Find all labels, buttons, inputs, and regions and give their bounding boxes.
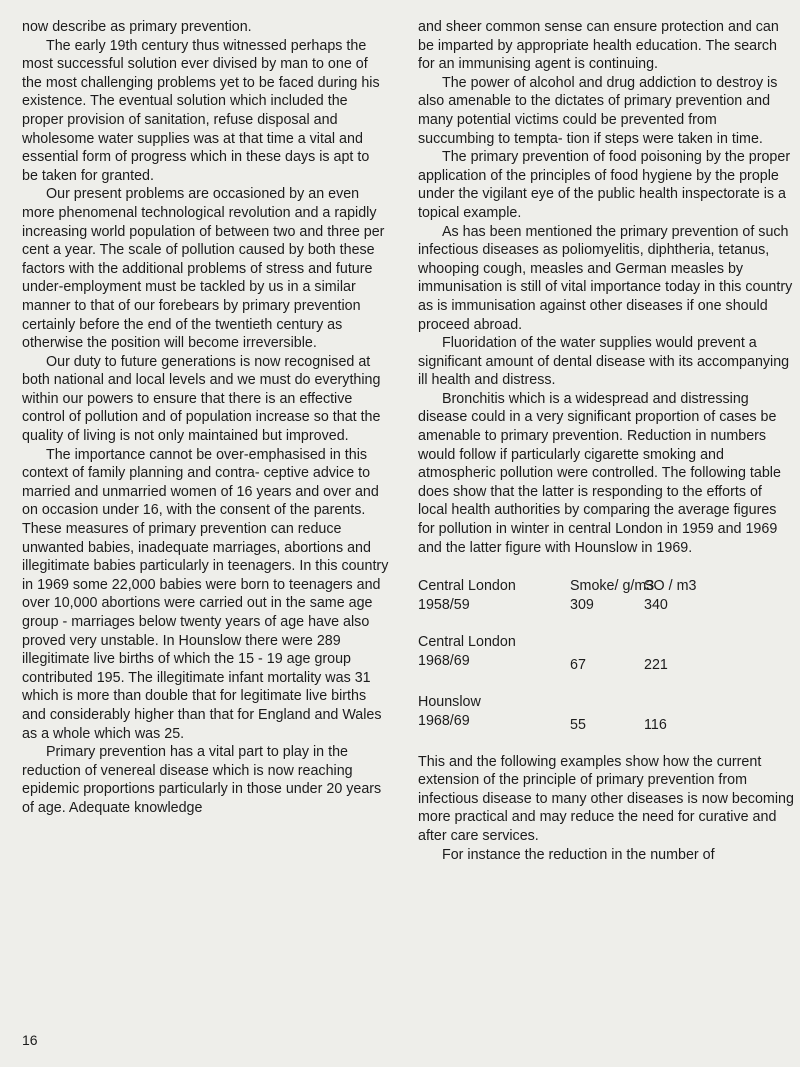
table-smoke-value: 55: [570, 716, 586, 733]
right-column: [418, 18, 795, 864]
table-period: 1968/69: [418, 653, 470, 669]
paragraph: Our present problems are occasioned by an even more phenomenal technological revolution and a rapidly increasing world population of between two and three per cent a year. The scale of pollution caused by both these factors with the additional problems of stress and future under-employment must be tackled by us in a similar manner to that of our forebears by primary prevention certainly before the end of the twentieth century as otherwise the position will become irreversible.: [22, 186, 385, 352]
table-place: Central London: [418, 634, 516, 651]
table-smoke-value: 309: [570, 596, 594, 613]
page-number: 16: [22, 1032, 38, 1048]
paragraph: and sheer common sense can ensure protection and can be imparted by appropriate health education. The search for an immunising agent is continuing.: [418, 19, 779, 73]
paragraph: Our duty to future generations is now recognised at both national and local levels and we must do everything within our powers to ensure that there is an effective control of pollution and of population increase so that the quality of living is not only maintained but improved.: [22, 353, 381, 445]
paragraph: Primary prevention has a vital part to play in the reduction of venereal disease which is now reaching epidemic proportions particularly in those under 20 years of age. Adequate knowledge: [22, 744, 382, 816]
paragraph: As has been mentioned the primary prevention of such infectious diseases as poliomyelitis, diphtheria, tetanus, whooping cough, measles and German measles by immunisation is still of vital importance today in this country as is immunisation against other diseases if one should proceed abroad.: [418, 223, 793, 333]
paragraph: This and the following examples show how the current extension of the principle of primary prevention from infectious disease to many other diseases is now becoming more practical and may reduce the need for curative and after care services.: [418, 753, 794, 844]
table-row: [418, 633, 795, 652]
table-row: [418, 693, 795, 712]
table-smoke-value: 67: [570, 657, 586, 673]
paragraph: The importance cannot be over-emphasised in this context of family planning and contra- ceptive advice to married and unmarried women of 16 years and over and on occasion under 16, with the consent of the parents. These measures of primary prevention can reduce unwanted babies, inadequate marriages, abortions and illegitimate babies particularly in teenagers. In this country in 1969 some 22,000 babies were born to teenagers and over 10,000 abortions were carried out in the same age group - marriages below twenty years of age have also proved very unstable. In Hounslow there were 289 illegitimate live births of which the 15 - 19 age group contributed 195. The illegitimate infant mortality was 31 which is more than double that for legitimate live births and considerably higher than that for England and Wales as a whole which was 25.: [22, 446, 389, 742]
table-row: [418, 577, 795, 596]
table-place: Central London: [418, 578, 516, 595]
left-column: [22, 18, 389, 818]
table-so2-value: 340: [644, 596, 668, 613]
paragraph: now describe as primary prevention.: [22, 19, 252, 35]
table-group: [418, 633, 795, 674]
paragraph: Fluoridation of the water supplies would prevent a significant amount of dental disease with its accompanying ill health and distress.: [418, 335, 790, 389]
table-place: Hounslow: [418, 694, 481, 710]
table-so2-value: 221: [644, 657, 668, 673]
paragraph: The early 19th century thus witnessed perhaps the most successful solution ever divised by man to one of the most challenging problems yet to be faced during his existence. The eventual solution which included the proper provision of sanitation, refuse disposal and wholesome water supplies was at that time a vital and essential form of progress which in these days is apt to be taken for granted.: [22, 37, 380, 184]
table-header-so2: SO / m3: [644, 578, 697, 595]
paragraph: Bronchitis which is a widespread and distressing disease could in a very significant proportion of cases be amenable to primary prevention. Reduction in numbers would follow if particularly cigarette smoking and atmospheric pollution were controlled. The following table does show that the latter is responding to the efforts of local health authorities by comparing the average figures for pollution in winter in central London in 1959 and 1969 and the latter figure with Hounslow in 1969.: [418, 390, 781, 556]
table-header-smoke: Smoke/ g/m3: [570, 578, 655, 595]
table-period: 1968/69: [418, 712, 470, 729]
table-row: [418, 652, 795, 674]
paragraph: The primary prevention of food poisoning by the proper application of the principles of food hygiene by the prople under the vigilant eye of the public health inspectorate is a topical example.: [418, 149, 791, 221]
pollution-table: [418, 577, 795, 733]
table-period: 1958/59: [418, 596, 470, 613]
table-group: [418, 693, 795, 734]
table-row: [418, 596, 795, 615]
paragraph: The power of alcohol and drug addiction to destroy is also amenable to the dictates of primary prevention and many potential victims could be prevented from succumbing to tempta- tion if steps were taken in time.: [418, 74, 778, 147]
table-row: [418, 712, 795, 734]
table-so2-value: 116: [644, 716, 667, 733]
paragraph: For instance the reduction in the number of: [442, 846, 715, 863]
table-group: [418, 577, 795, 614]
